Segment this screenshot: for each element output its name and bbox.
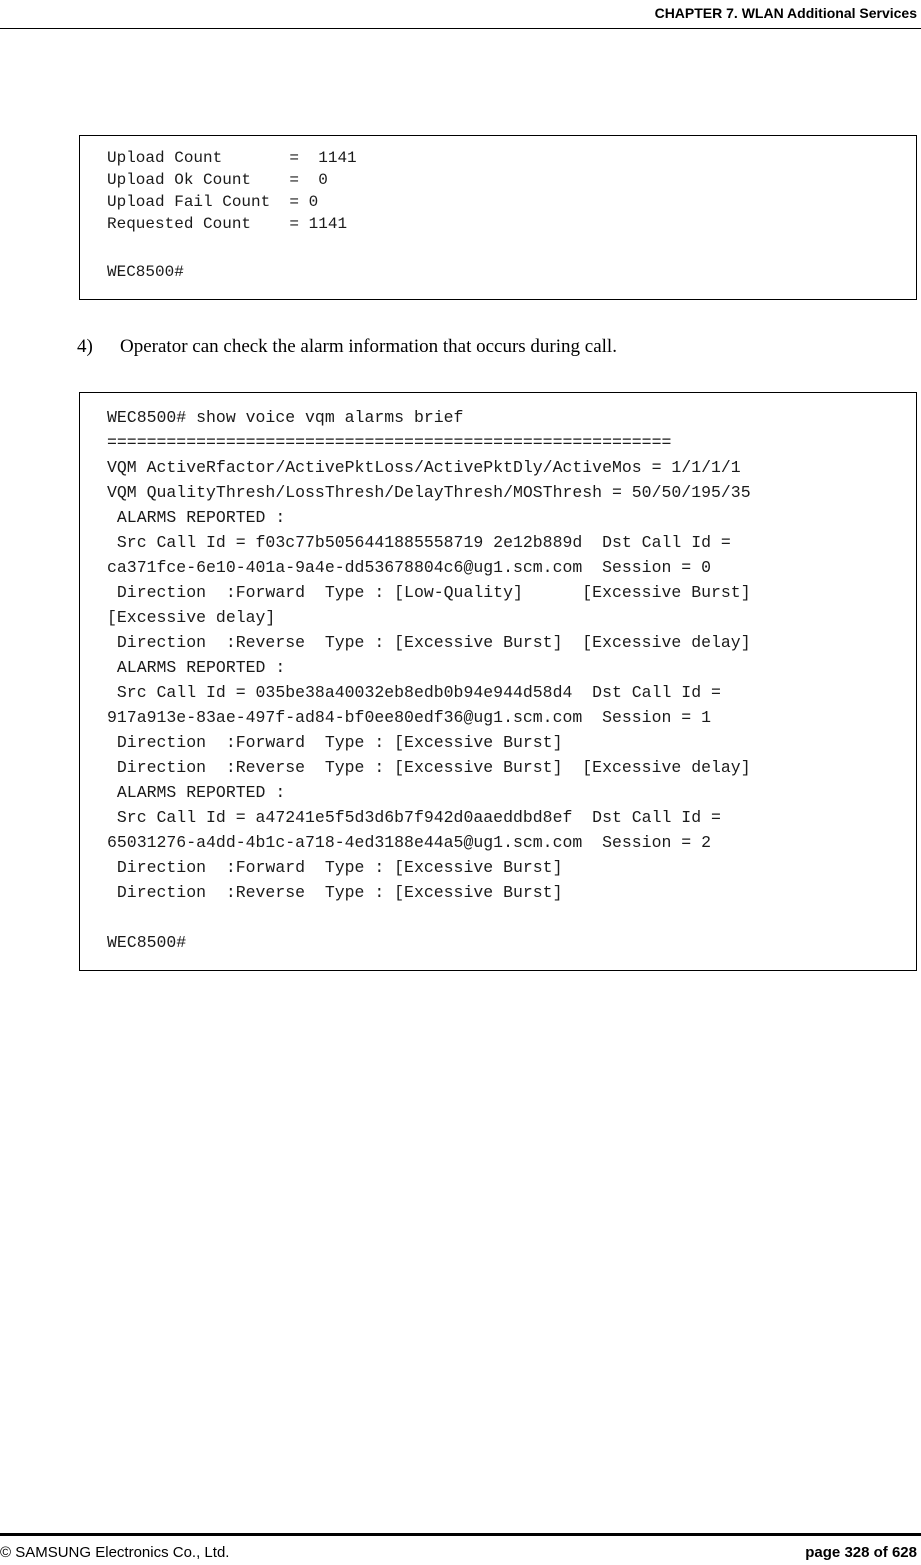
step-number: 4): [77, 336, 93, 357]
code-line: Direction :Forward Type : [Excessive Burst]: [107, 858, 563, 877]
code-line: Upload Ok Count = 0: [107, 171, 328, 189]
code-line: ALARMS REPORTED :: [107, 508, 286, 527]
code-line: Upload Count = 1141: [107, 149, 357, 167]
code-line: Requested Count = 1141: [107, 215, 348, 233]
code-line: ALARMS REPORTED :: [107, 658, 286, 677]
footer-divider: [0, 1533, 921, 1536]
chapter-title: CHAPTER 7. WLAN Additional Services: [654, 5, 917, 21]
page-header: [0, 0, 921, 29]
code-line: WEC8500#: [107, 933, 187, 952]
code-line: [Excessive delay]: [107, 608, 276, 627]
code-line: Direction :Reverse Type : [Excessive Burst]: [107, 883, 563, 902]
code-line: WEC8500#: [107, 263, 184, 281]
code-line: WEC8500# show voice vqm alarms brief: [107, 408, 464, 427]
code-line: Direction :Forward Type : [Low-Quality] [Excessive Burst]: [107, 583, 751, 602]
code-line: Src Call Id = f03c77b5056441885558719 2e12b889d Dst Call Id =: [107, 533, 731, 552]
code-line: Direction :Reverse Type : [Excessive Burst] [Excessive delay]: [107, 633, 751, 652]
step-text: Operator can check the alarm information that occurs during call.: [120, 336, 617, 357]
footer-page-number: page 328 of 628: [805, 1544, 917, 1561]
code-line: Direction :Reverse Type : [Excessive Burst] [Excessive delay]: [107, 758, 751, 777]
code-line: Src Call Id = a47241e5f5d3d6b7f942d0aaeddbd8ef Dst Call Id =: [107, 808, 721, 827]
step-item: [77, 336, 617, 358]
code-line: Src Call Id = 035be38a40032eb8edb0b94e944d58d4 Dst Call Id =: [107, 683, 721, 702]
code-line: VQM ActiveRfactor/ActivePktLoss/ActivePktDly/ActiveMos = 1/1/1/1: [107, 458, 741, 477]
code-line: Upload Fail Count = 0: [107, 193, 319, 211]
code-line: VQM QualityThresh/LossThresh/DelayThresh/MOSThresh = 50/50/195/35: [107, 483, 751, 502]
code-line: Direction :Forward Type : [Excessive Burst]: [107, 733, 563, 752]
code-line: 917a913e-83ae-497f-ad84-bf0ee80edf36@ug1.scm.com Session = 1: [107, 708, 711, 727]
code-line: ALARMS REPORTED :: [107, 783, 286, 802]
code-line: =========================================================: [107, 433, 672, 452]
code-line: ca371fce-6e10-401a-9a4e-dd53678804c6@ug1.scm.com Session = 0: [107, 558, 711, 577]
footer-copyright: © SAMSUNG Electronics Co., Ltd.: [0, 1544, 230, 1561]
code-block-upload-counts: [79, 135, 917, 300]
code-line: 65031276-a4dd-4b1c-a718-4ed3188e44a5@ug1.scm.com Session = 2: [107, 833, 711, 852]
code-block-vqm-alarms: [79, 392, 917, 971]
